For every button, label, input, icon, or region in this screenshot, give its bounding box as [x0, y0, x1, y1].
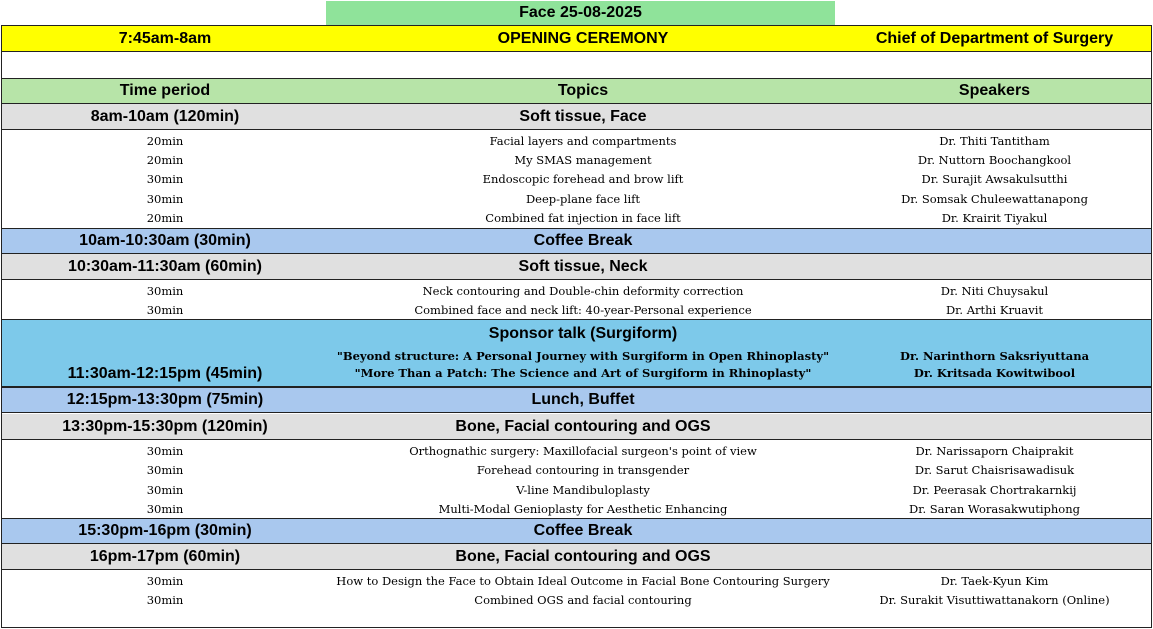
session-duration: 20min	[146, 133, 184, 148]
session-topic: Facial layers and compartments	[489, 133, 677, 148]
session-duration: 20min	[146, 152, 184, 167]
session-speaker: Dr. Thiti Tantitham	[939, 133, 1050, 148]
session-topic: Combined OGS and facial contouring	[474, 592, 692, 607]
break-row	[2, 518, 1151, 544]
session-speaker: Dr. Peerasak Chortrakarnkij	[912, 482, 1077, 497]
session-speaker: Dr. Surakit Visuttiwattanakorn (Online)	[879, 592, 1110, 607]
session-row	[2, 590, 1151, 609]
sponsor-block	[2, 319, 1151, 387]
session-topic: Endoscopic forehead and brow lift	[482, 172, 684, 186]
section-time: 10:30am-11:30am (60min)	[68, 257, 262, 275]
session-row	[2, 131, 1151, 150]
schedule-title: Face 25-08-2025	[326, 1, 835, 25]
session-row	[2, 281, 1151, 300]
schedule-table	[1, 25, 1152, 628]
session-row	[2, 499, 1151, 518]
session-duration: 30min	[146, 443, 184, 458]
section-topic: Soft tissue, Neck	[518, 257, 648, 275]
sponsor-speaker-2: Dr. Kritsada Kowitwibool	[913, 366, 1076, 380]
section-row	[2, 104, 1151, 130]
session-speaker: Dr. Krairit Tiyakul	[941, 210, 1048, 225]
session-topic: Combined face and neck lift: 40-year-Personal experience	[414, 302, 752, 317]
break-row	[2, 228, 1151, 254]
session-topic: Multi-Modal Genioplasty for Aesthetic Enhancing	[438, 501, 728, 516]
sponsor-speaker-1: Dr. Narinthorn Saksriyuttana	[899, 349, 1090, 363]
column-header-row	[2, 78, 1151, 104]
opening-time: 7:45am-8am	[118, 29, 212, 47]
section-row	[2, 254, 1151, 280]
session-topic: V-line Mandibuloplasty	[516, 482, 650, 497]
section-topic: Bone, Facial contouring and OGS	[455, 417, 711, 435]
break-topic: Coffee Break	[533, 522, 633, 539]
session-row	[2, 441, 1151, 460]
section-row	[2, 544, 1151, 570]
session-row	[2, 150, 1151, 169]
sponsor-talk-1: "Beyond structure: A Personal Journey with Surgiform in Open Rhinoplasty"	[336, 349, 830, 363]
session-speaker: Dr. Somsak Chuleewattanapong	[901, 191, 1088, 206]
session-topic: Deep-plane face lift	[525, 191, 641, 206]
session-speaker: Dr. Surajit Awsakulsutthi	[921, 172, 1068, 186]
session-duration: 20min	[146, 210, 184, 225]
session-speaker: Dr. Narissaporn Chaiprakit	[915, 443, 1074, 458]
session-topic: My SMAS management	[514, 152, 652, 167]
sponsor-title: Sponsor talk (Surgiform)	[488, 325, 678, 342]
lunch-topic: Lunch, Buffet	[531, 391, 635, 408]
lunch-row	[2, 387, 1151, 413]
session-duration: 30min	[146, 463, 184, 477]
session-speaker: Dr. Taek-Kyun Kim	[940, 573, 1049, 588]
session-topic: Orthognathic surgery: Maxillofacial surgeon's point of view	[409, 443, 757, 458]
session-duration: 30min	[146, 283, 184, 298]
sponsor-talk-2: "More Than a Patch: The Science and Art of Surgiform in Rhinoplasty"	[354, 366, 812, 380]
session-row	[2, 480, 1151, 499]
break-time: 10am-10:30am (30min)	[79, 232, 251, 249]
session-row	[2, 189, 1151, 208]
session-row	[2, 300, 1151, 319]
session-speaker: Dr. Arthi Kruavit	[945, 302, 1044, 317]
session-duration: 30min	[146, 191, 184, 206]
break-topic: Coffee Break	[533, 232, 633, 249]
header-speaker: Speakers	[958, 82, 1031, 99]
session-speaker: Dr. Sarut Chaisrisawadisuk	[914, 463, 1075, 477]
section-time: 8am-10am (120min)	[90, 107, 240, 125]
header-time: Time period	[119, 82, 211, 99]
sponsor-time: 11:30am-12:15pm (45min)	[67, 365, 263, 382]
session-duration: 30min	[146, 501, 184, 516]
session-topic: Neck contouring and Double-chin deformity correction	[422, 283, 744, 298]
session-row	[2, 169, 1151, 189]
opening-topic: OPENING CEREMONY	[497, 29, 669, 47]
session-speaker: Dr. Saran Worasakwutiphong	[909, 501, 1080, 516]
lunch-time: 12:15pm-13:30pm (75min)	[66, 391, 264, 408]
session-duration: 30min	[146, 172, 184, 186]
session-topic: Combined fat injection in face lift	[485, 210, 681, 225]
section-row	[2, 414, 1151, 440]
header-topic: Topics	[557, 82, 609, 99]
section-topic: Bone, Facial contouring and OGS	[455, 547, 711, 565]
section-time: 13:30pm-15:30pm (120min)	[62, 417, 268, 435]
section-topic: Soft tissue, Face	[519, 107, 647, 125]
session-duration: 30min	[146, 302, 184, 317]
section-time: 16pm-17pm (60min)	[89, 547, 241, 565]
opening-speaker: Chief of Department of Surgery	[875, 29, 1114, 47]
session-topic: Forehead contouring in transgender	[476, 463, 690, 477]
session-row	[2, 460, 1151, 480]
break-time: 15:30pm-16pm (30min)	[78, 522, 252, 539]
session-duration: 30min	[146, 482, 184, 497]
session-duration: 30min	[146, 592, 184, 607]
session-speaker: Dr. Niti Chuysakul	[940, 283, 1049, 298]
session-topic: How to Design the Face to Obtain Ideal Outcome in Facial Bone Contouring Surgery	[336, 573, 830, 588]
session-speaker: Dr. Nuttorn Boochangkool	[917, 152, 1072, 167]
session-row	[2, 208, 1151, 227]
session-duration: 30min	[146, 573, 184, 588]
opening-row	[2, 26, 1151, 52]
session-row	[2, 571, 1151, 590]
